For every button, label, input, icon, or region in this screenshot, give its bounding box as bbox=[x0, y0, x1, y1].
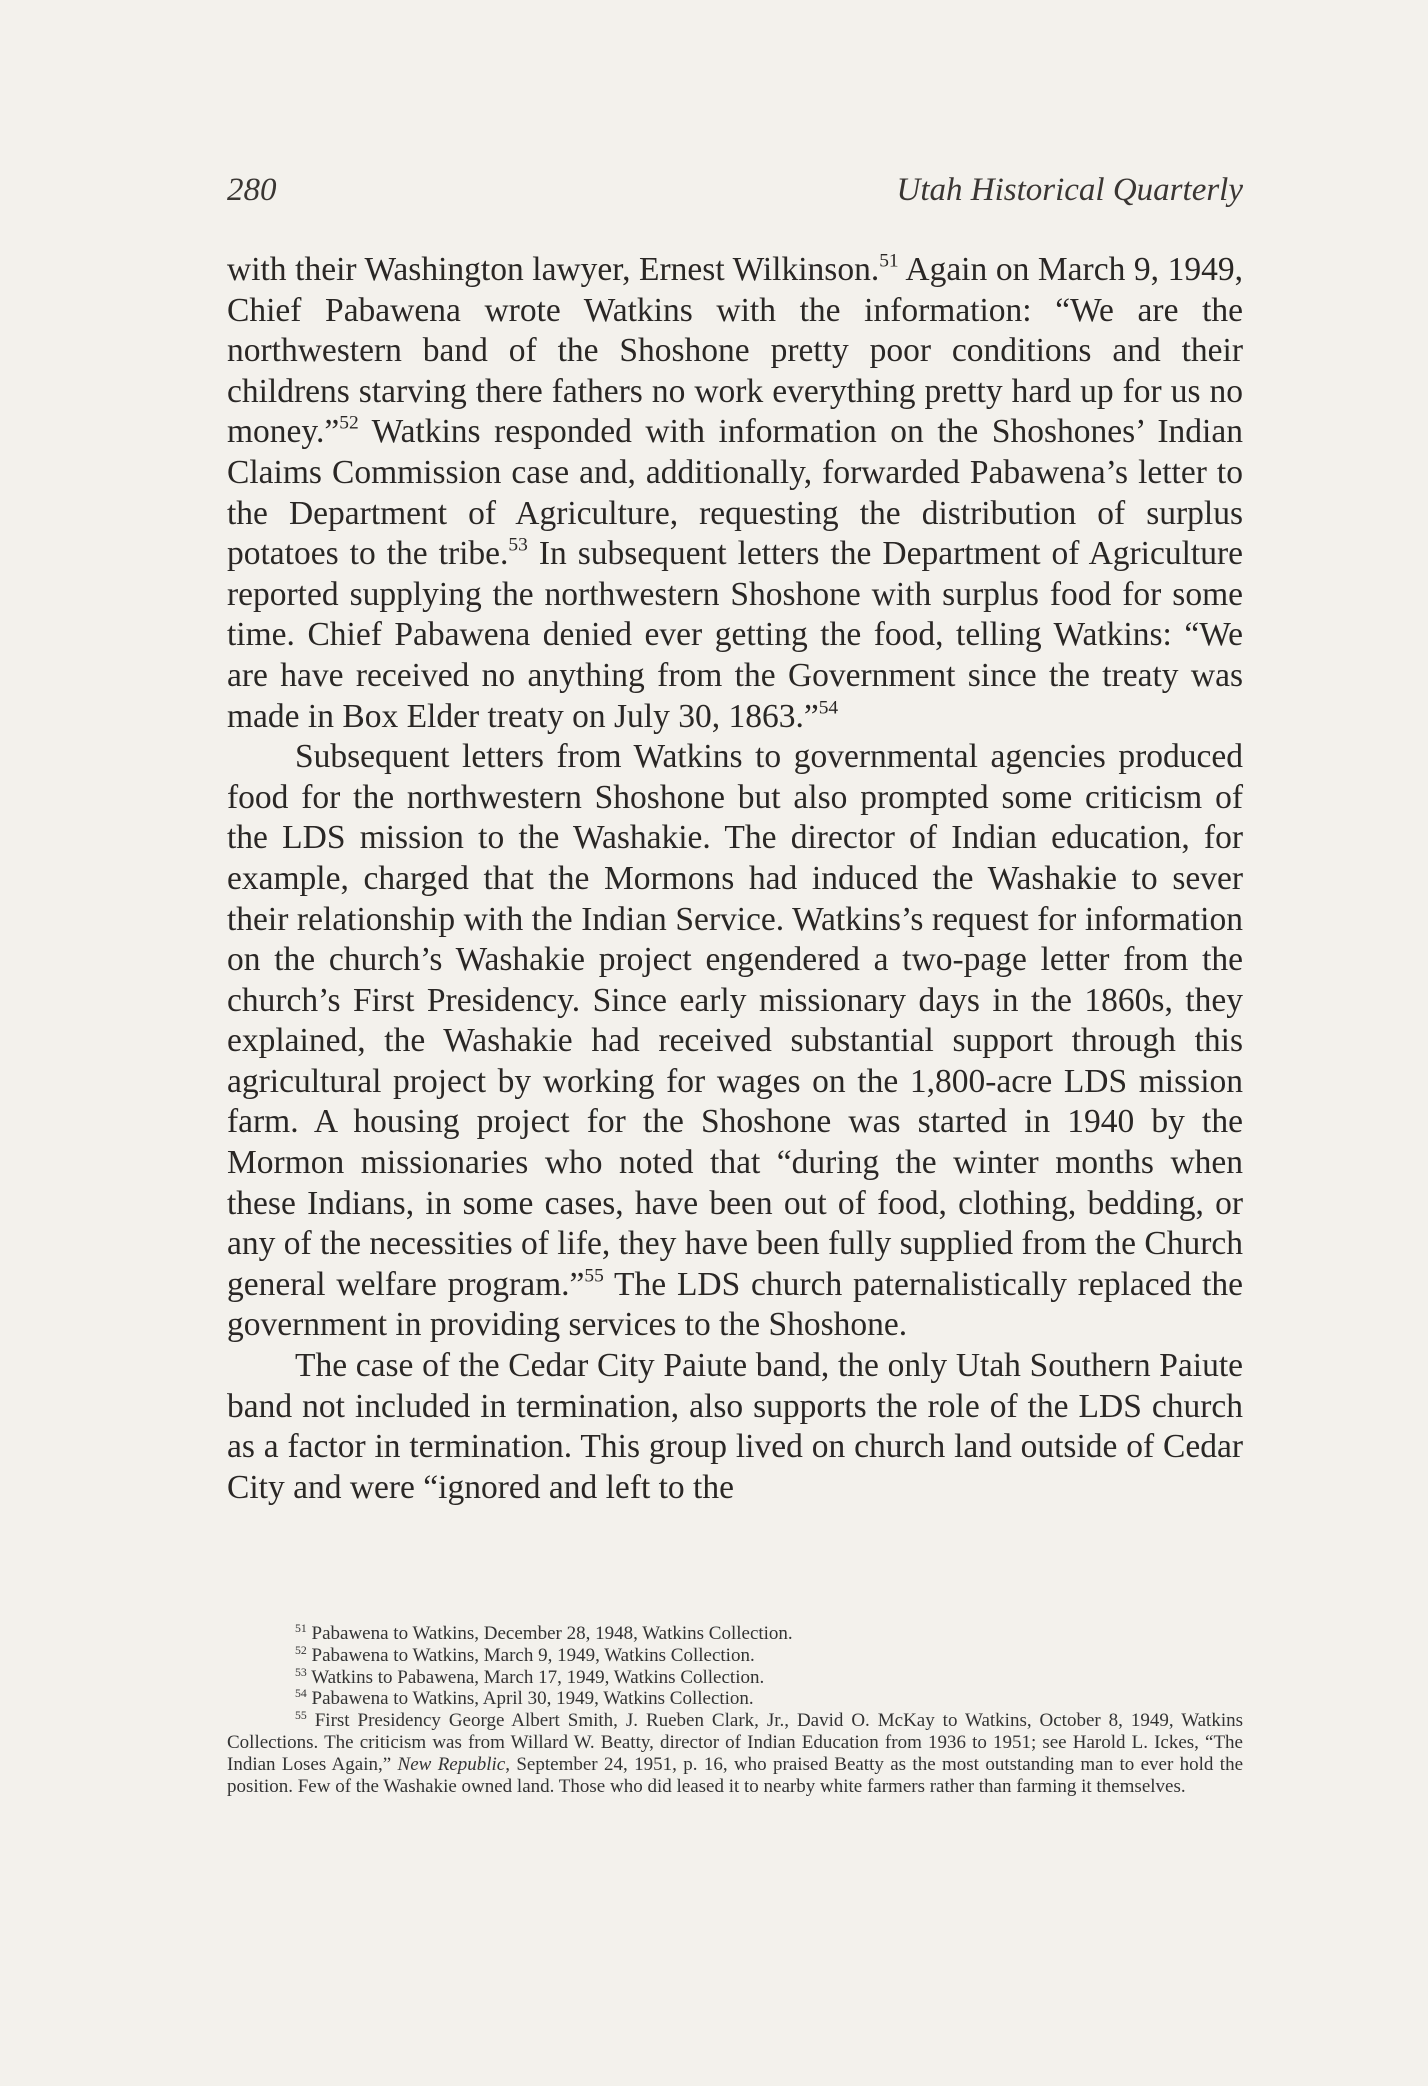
footnotes bbox=[227, 1623, 1243, 1797]
footnote-ref-54: 54 bbox=[818, 696, 839, 718]
paragraph-3: The case of the Cedar City Paiute band, the only Utah Southern Paiute band not included in termination, also supports the role of the LDS church as a factor in termination. This group lived on church land outside of Cedar City and were “ignored and left to the bbox=[227, 1347, 1243, 1506]
running-header bbox=[227, 172, 1243, 209]
body-text bbox=[227, 250, 1243, 1508]
footnote-ref-52: 52 bbox=[339, 412, 359, 434]
journal-name: New Republic bbox=[397, 1753, 506, 1775]
paragraph-2: Subsequent letters from Watkins to governmental agencies produced food for the northwestern Shoshone but also prompted some criticism of the LDS mission to the Washakie. The director of Indian education, for example, charged that the Mormons had induced the Washakie to sever their relationship with the Indian Service. Watkins’s request for information on the church’s Washakie project engendered a two-page letter from the church’s First Presidency. Since early missionary days in the 1860s, they explained, the Washakie had received substantial support through this agricultural project by working for wages on the 1,800-acre LDS mission farm. A housing project for the Shoshone was started in 1940 by the Mormon missionaries who noted that “during the winter months when these Indians, in some cases, have been out of food, clothing, bedding, or any of the necessities of life, they have been fully supplied from the Church general welfare program.”$^{55}$ The LDS church paternalistically replaced the government in providing services to the Shoshone. bbox=[227, 738, 1243, 1344]
footnote-ref-51: 51 bbox=[879, 250, 899, 272]
footnote-53: $^{53}$ Watkins to Pabawena, March 17, 1949, Watkins Collection. bbox=[295, 1665, 765, 1688]
footnote-52: $^{52}$ Pabawena to Watkins, March 9, 1949, Watkins Collection. bbox=[295, 1643, 755, 1666]
footnote-55: $^{55}$ First Presidency George Albert Smith, J. Rueben Clark, Jr., David O. McKay to Watkins, October 8, 1949, Watkins Collections. The criticism was from Willard W. Beatty, director of Indian Education from 1936 to 1951; see Harold L. Ickes, “The Indian Loses Again,” New Republic, September 24, 1951, p. 16, who praised Beatty as the most outstanding man to ever hold the position. Few of the Washakie owned land. Those who did leased it to nearby white farmers rather than farming it themselves. bbox=[227, 1709, 1244, 1797]
footnote-ref-53: 53 bbox=[508, 534, 528, 556]
footnote-54: $^{54}$ Pabawena to Watkins, April 30, 1949, Watkins Collection. bbox=[295, 1687, 754, 1710]
page-number: 280 bbox=[227, 172, 277, 208]
paragraph-1: with their Washington lawyer, Ernest Wilkinson.$^{51}$ Again on March 9, 1949, Chief Pabawena wrote Watkins with the information: “We are the northwestern band of the Shoshone pretty poor conditions and their childrens starving there fathers no work everything pretty hard up for us no money.”$^{52}$ Watkins responded with information on the Shoshones’ Indian Claims Commission case and, additionally, forwarded Pabawena’s letter to the Department of Agriculture, requesting the distribution of surplus potatoes to the tribe.$^{53}$ In subsequent letters the Department of Agriculture reported supplying the northwestern Shoshone with surplus food for some time. Chief Pabawena denied ever getting the food, telling Watkins: “We are have received no anything from the Government since the treaty was made in Box Elder treaty on July 30, 1863.”$^{54}$ bbox=[227, 250, 1244, 735]
journal-title: Utah Historical Quarterly bbox=[896, 172, 1243, 208]
footnote-ref-55: 55 bbox=[584, 1265, 604, 1287]
footnote-51: $^{51}$ Pabawena to Watkins, December 28, 1948, Watkins Collection. bbox=[295, 1621, 793, 1644]
